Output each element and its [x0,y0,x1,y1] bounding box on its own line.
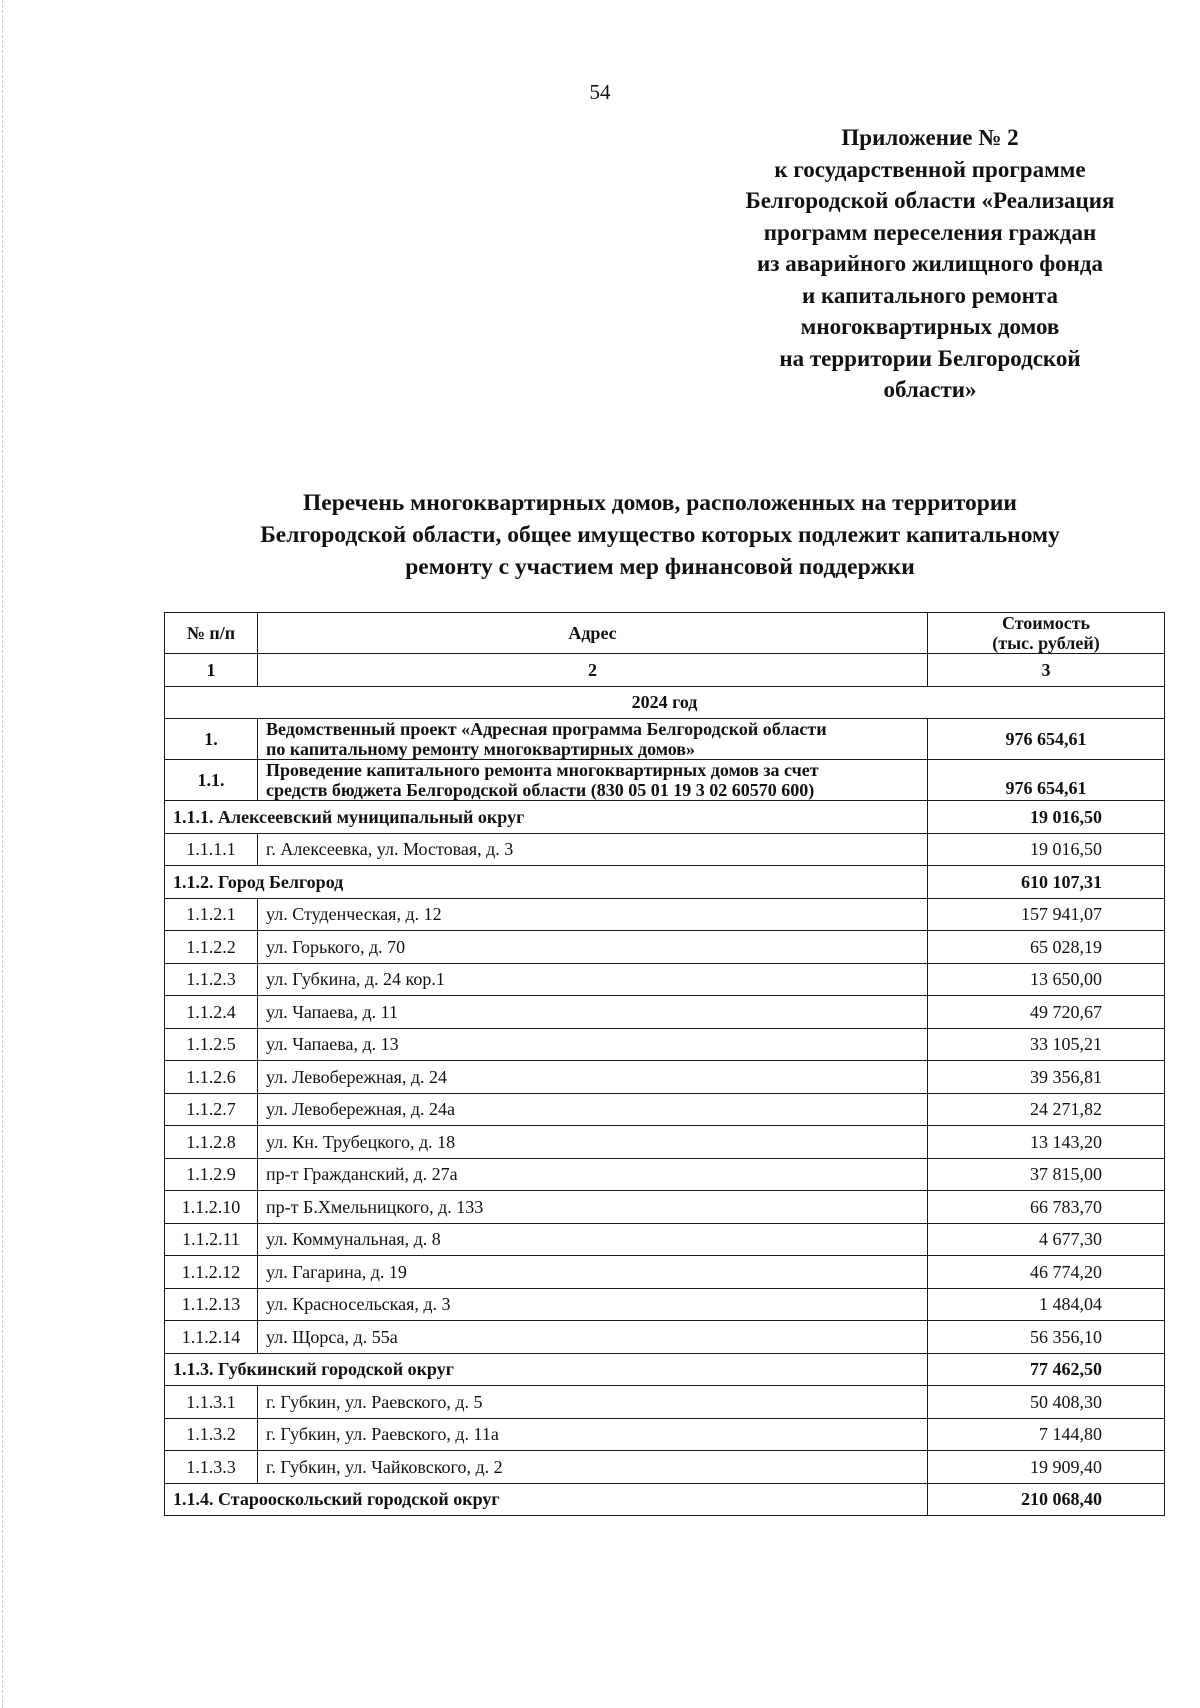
activity-text [258,760,928,801]
row-address: ул. Чапаева, д. 11 [258,996,928,1029]
appendix-block [680,122,1180,406]
row-cost: 37 815,00 [928,1158,1165,1191]
group-row [165,866,1165,899]
group-row [165,1353,1165,1386]
year-row [165,686,1165,719]
group-total: 610 107,31 [928,866,1165,899]
group-name: 1.1.3. Губкинский городской округ [165,1353,928,1386]
row-cost: 24 271,82 [928,1093,1165,1126]
address-row [165,1256,1165,1289]
row-cost: 13 143,20 [928,1126,1165,1159]
appendix-line: на территории Белгородской [779,345,1081,371]
project-text [258,719,928,760]
project-cost: 976 654,61 [928,719,1165,760]
appendix-line: многоквартирных домов [800,314,1060,339]
group-row [165,1483,1165,1516]
row-num: 1.1.3.2 [165,1418,258,1451]
group-total: 210 068,40 [928,1483,1165,1516]
title-line: Перечень многоквартирных домов, расположенных на территории [303,490,1017,516]
group-total: 77 462,50 [928,1353,1165,1386]
row-cost: 33 105,21 [928,1028,1165,1061]
row-address: г. Губкин, ул. Раевского, д. 5 [258,1386,928,1419]
row-num: 1.1.2.9 [165,1158,258,1191]
group-row [165,801,1165,834]
row-address: г. Губкин, ул. Чайковского, д. 2 [258,1451,928,1484]
address-row [165,996,1165,1029]
title-line: ремонту с участием мер финансовой поддержки [405,554,915,580]
address-row [165,1126,1165,1159]
row-num: 1.1.2.5 [165,1028,258,1061]
row-num: 1.1.2.2 [165,931,258,964]
header-cost [928,613,1165,654]
row-num: 1.1.2.14 [165,1321,258,1354]
row-cost: 19 016,50 [928,833,1165,866]
row-address: г. Губкин, ул. Раевского, д. 11а [258,1418,928,1451]
group-name: 1.1.2. Город Белгород [165,866,928,899]
project-row [165,719,1165,760]
address-row [165,1061,1165,1094]
header-num: № п/п [165,613,258,654]
row-address: ул. Гагарина, д. 19 [258,1256,928,1289]
row-address: пр-т Гражданский, д. 27а [258,1158,928,1191]
address-row [165,1158,1165,1191]
header-cost-line2: (тыс. рублей) [992,633,1100,653]
row-num: 1.1.2.7 [165,1093,258,1126]
row-num: 1.1.2.3 [165,963,258,996]
address-row [165,1191,1165,1224]
row-num: 1.1.2.13 [165,1288,258,1321]
group-total: 19 016,50 [928,801,1165,834]
row-num: 1.1.3.1 [165,1386,258,1419]
row-cost: 157 941,07 [928,898,1165,931]
row-num: 1.1.3.3 [165,1451,258,1484]
address-row [165,1223,1165,1256]
title-line: Белгородской области, общее имущество которых подлежит капитальному [260,522,1060,548]
row-address: ул. Красносельская, д. 3 [258,1288,928,1321]
row-address: ул. Левобережная, д. 24 [258,1061,928,1094]
row-address: ул. Коммунальная, д. 8 [258,1223,928,1256]
row-address: ул. Левобережная, д. 24а [258,1093,928,1126]
row-num: 1.1.2.11 [165,1223,258,1256]
row-address: ул. Горького, д. 70 [258,931,928,964]
row-num: 1.1.2.12 [165,1256,258,1289]
group-name: 1.1.4. Старооскольский городской округ [165,1483,928,1516]
address-row [165,963,1165,996]
column-number: 2 [258,654,928,687]
row-address: ул. Чапаева, д. 13 [258,1028,928,1061]
project-num: 1. [165,719,258,760]
row-cost: 13 650,00 [928,963,1165,996]
row-address: ул. Кн. Трубецкого, д. 18 [258,1126,928,1159]
address-row [165,1093,1165,1126]
document-title [160,487,1160,583]
row-num: 1.1.2.4 [165,996,258,1029]
appendix-line: Белгородской области «Реализация [745,188,1115,213]
row-cost: 56 356,10 [928,1321,1165,1354]
row-cost: 39 356,81 [928,1061,1165,1094]
row-num: 1.1.1.1 [165,833,258,866]
row-cost: 49 720,67 [928,996,1165,1029]
row-cost: 1 484,04 [928,1288,1165,1321]
row-cost: 50 408,30 [928,1386,1165,1419]
appendix-line: к государственной программе [774,156,1086,182]
project-text-line1: Ведомственный проект «Адресная программа Белгородской области [266,719,827,739]
address-row [165,1028,1165,1061]
row-num: 1.1.2.8 [165,1126,258,1159]
activity-num: 1.1. [165,760,258,801]
appendix-line: Приложение № 2 [841,125,1019,150]
row-address: ул. Студенческая, д. 12 [258,898,928,931]
appendix-line: области» [883,377,977,402]
row-cost: 4 677,30 [928,1223,1165,1256]
project-text-line2: по капитальному ремонту многоквартирных домов» [266,739,696,759]
appendix-line: и капитального ремонта [801,282,1059,308]
appendix-line: из аварийного жилищного фонда [756,251,1103,276]
column-number-row [165,654,1165,687]
row-num: 1.1.2.10 [165,1191,258,1224]
header-address: Адрес [258,613,928,654]
group-name: 1.1.1. Алексеевский муниципальный округ [165,801,928,834]
header-cost-line1: Стоимость [1001,613,1091,633]
row-address: ул. Губкина, д. 24 кор.1 [258,963,928,996]
row-cost: 46 774,20 [928,1256,1165,1289]
address-row [165,898,1165,931]
scan-edge-line [2,0,3,1708]
address-row [165,833,1165,866]
row-address: ул. Щорса, д. 55а [258,1321,928,1354]
row-address: г. Алексеевка, ул. Мостовая, д. 3 [258,833,928,866]
address-row [165,1288,1165,1321]
address-row [165,1386,1165,1419]
page-number: 54 [589,80,611,104]
activity-cost: 976 654,61 [928,760,1165,801]
row-address: пр-т Б.Хмельницкого, д. 133 [258,1191,928,1224]
address-row [165,1418,1165,1451]
activity-row [165,760,1165,801]
row-cost: 7 144,80 [928,1418,1165,1451]
address-row [165,1321,1165,1354]
address-row [165,931,1165,964]
activity-text-line2: средств бюджета Белгородской области (830 05 01 19 3 02 60570 600) [266,780,815,800]
appendix-line: программ переселения граждан [763,219,1097,245]
year-label: 2024 год [165,686,1165,719]
row-cost: 65 028,19 [928,931,1165,964]
houses-table [164,612,1165,1516]
row-num: 1.1.2.1 [165,898,258,931]
table-header-row [165,613,1165,654]
row-num: 1.1.2.6 [165,1061,258,1094]
address-row [165,1451,1165,1484]
row-cost: 19 909,40 [928,1451,1165,1484]
column-number: 1 [165,654,258,687]
activity-text-line1: Проведение капитального ремонта многоквартирных домов за счет [266,760,819,780]
row-cost: 66 783,70 [928,1191,1165,1224]
column-number: 3 [928,654,1165,687]
